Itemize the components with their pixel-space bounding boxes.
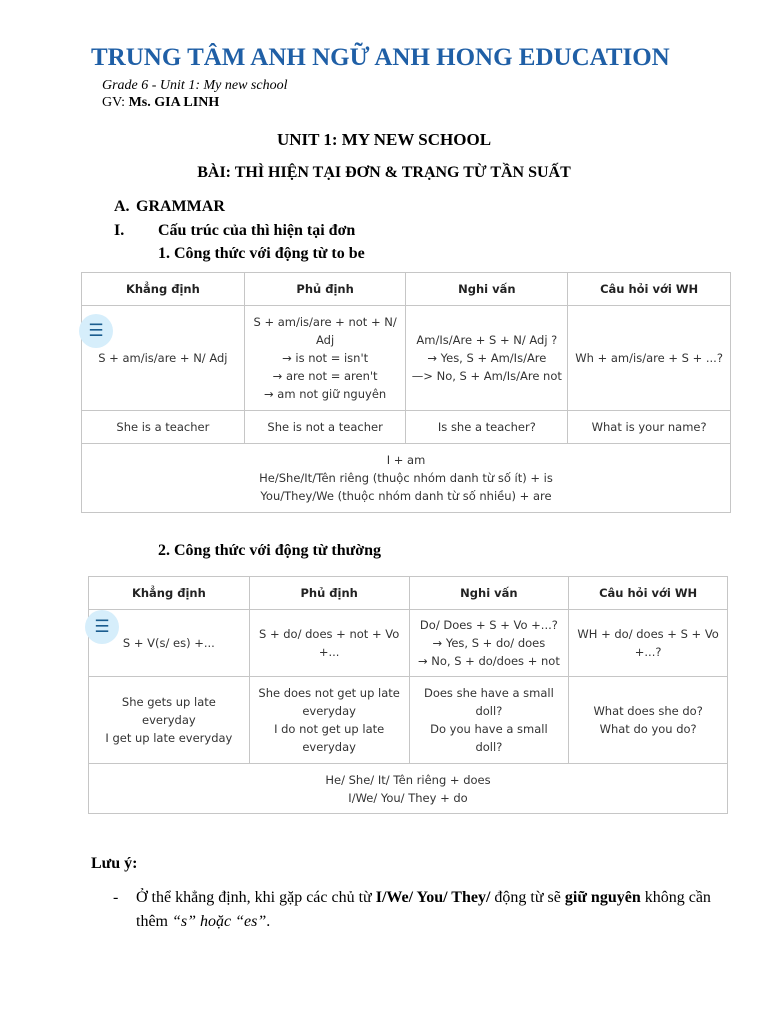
formula-row [82, 306, 731, 411]
section-i-heading [114, 222, 355, 240]
formula-row [89, 610, 728, 677]
question-example: Is she a teacher? [406, 411, 568, 444]
header-affirmative: Khẳng định [82, 273, 245, 306]
bullet-dash: - [113, 889, 119, 906]
subject-verb-note: I + am He/She/It/Tên riêng (thuộc nhóm danh từ số ít) + is You/They/We (thuộc nhóm danh từ số nhiều) + are [82, 444, 731, 513]
negative-formula: S + do/ does + not + Vo +... [249, 610, 409, 677]
section-i-roman: I. [114, 222, 125, 239]
to-be-formula-table [81, 272, 731, 513]
header-question: Nghi vấn [406, 273, 568, 306]
section-a-text: GRAMMAR [136, 198, 225, 215]
question-example: Does she have a small doll? Do you have a small doll? [409, 677, 569, 764]
lesson-title: BÀI: THÌ HIỆN TẠI ĐƠN & TRẠNG TỪ TẦN SUẤT [197, 164, 571, 181]
example-row [89, 677, 728, 764]
affirmative-formula: S + V(s/ es) +... [89, 610, 250, 677]
subject-verb-note: He/ She/ It/ Tên riêng + does I/We/ You/ They + do [89, 764, 728, 814]
document-subtitle: Grade 6 - Unit 1: My new school [102, 78, 288, 93]
header-affirmative: Khẳng định [89, 577, 250, 610]
affirmative-formula: S + am/is/are + N/ Adj [82, 306, 245, 411]
subsection-1-heading: 1. Công thức với động từ to be [158, 245, 365, 262]
note-text: Ở thể khẳng định, khi gặp các chủ từ I/We/ You/ They/ động từ sẽ giữ nguyên không cần thêm “s” hoặc “es”. [136, 889, 711, 930]
regular-verb-formula-table [88, 576, 728, 814]
negative-formula: S + am/is/are + not + N/ Adj → is not = isn't → are not = aren't → am not giữ nguyên [244, 306, 406, 411]
teacher-line [102, 95, 219, 111]
wh-question-example: What is your name? [568, 411, 731, 444]
affirmative-example: She gets up late everyday I get up late everyday [89, 677, 250, 764]
question-formula: Am/Is/Are + S + N/ Adj ? → Yes, S + Am/Is/Are —> No, S + Am/Is/Are not [406, 306, 568, 411]
hamburger-menu-icon[interactable]: ☰ [79, 314, 113, 348]
section-a-letter: A. [114, 198, 130, 215]
affirmative-example: She is a teacher [82, 411, 245, 444]
note-row [82, 444, 731, 513]
section-a-heading [114, 198, 225, 216]
teacher-prefix: GV: [102, 95, 129, 110]
header-wh-question: Câu hỏi với WH [568, 273, 731, 306]
negative-example: She is not a teacher [244, 411, 406, 444]
header-negative: Phủ định [244, 273, 406, 306]
header-negative: Phủ định [249, 577, 409, 610]
wh-question-formula: Wh + am/is/are + S + ...? [568, 306, 731, 411]
wh-question-example: What does she do? What do you do? [569, 677, 728, 764]
note-row [89, 764, 728, 814]
note-label: Lưu ý: [91, 855, 138, 872]
hamburger-menu-icon[interactable]: ☰ [85, 610, 119, 644]
wh-question-formula: WH + do/ does + S + Vo +...? [569, 610, 728, 677]
header-question: Nghi vấn [409, 577, 569, 610]
negative-example: She does not get up late everyday I do not get up late everyday [249, 677, 409, 764]
question-formula: Do/ Does + S + Vo +...? → Yes, S + do/ does → No, S + do/does + not [409, 610, 569, 677]
table-header-row [89, 577, 728, 610]
note-bullet-item [113, 886, 713, 934]
example-row [82, 411, 731, 444]
header-wh-question: Câu hỏi với WH [569, 577, 728, 610]
table-header-row [82, 273, 731, 306]
school-name: TRUNG TÂM ANH NGỮ ANH HONG EDUCATION [91, 44, 670, 71]
subsection-2-heading: 2. Công thức với động từ thường [158, 542, 381, 559]
unit-title: UNIT 1: MY NEW SCHOOL [276, 130, 492, 149]
section-i-text: Cấu trúc của thì hiện tại đơn [158, 222, 356, 239]
teacher-name: Ms. GIA LINH [128, 95, 220, 110]
